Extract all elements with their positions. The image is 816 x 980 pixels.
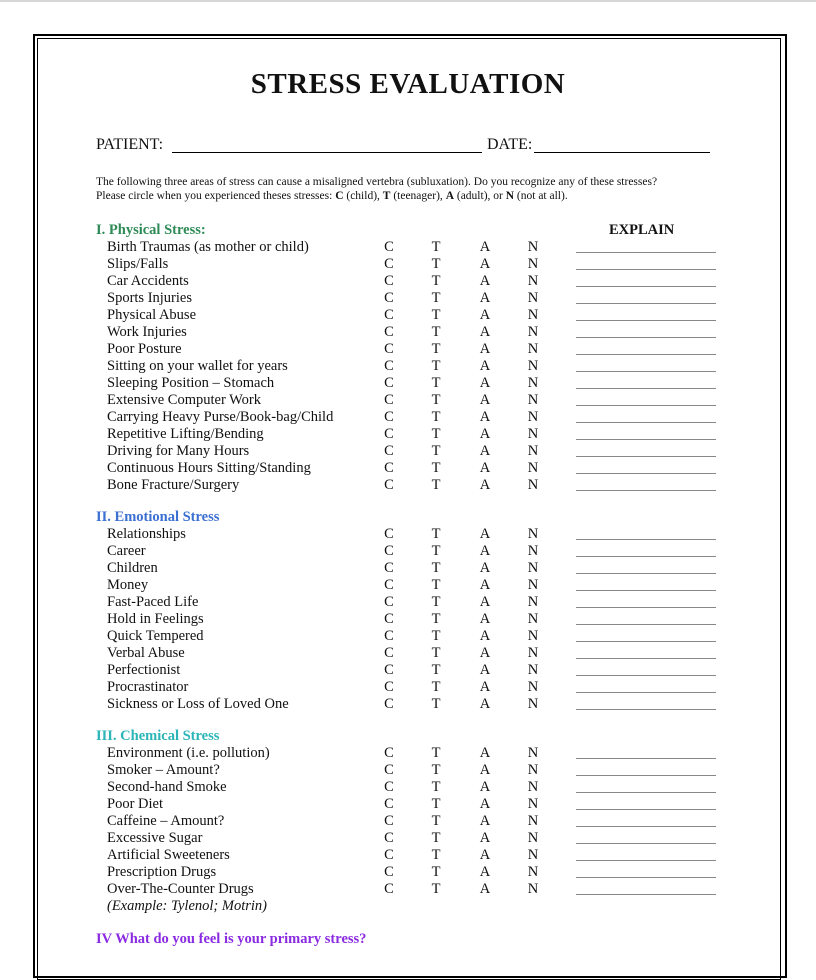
stress-row: [0, 256, 816, 273]
stress-row: [0, 543, 816, 560]
stress-item-label: Continuous Hours Sitting/Standing: [107, 460, 311, 476]
choice-c[interactable]: C: [384, 426, 394, 442]
explain-line[interactable]: [576, 860, 716, 861]
stress-item-label: Extensive Computer Work: [107, 392, 262, 408]
stress-item-label: Work Injuries: [107, 324, 187, 340]
choice-t[interactable]: T: [431, 881, 441, 897]
date-label: DATE:: [487, 136, 533, 153]
explain-line[interactable]: [576, 658, 716, 659]
stress-item-label: Poor Posture: [107, 341, 182, 357]
choice-n[interactable]: N: [527, 526, 539, 542]
choice-a[interactable]: A: [479, 358, 491, 374]
stress-item-label: Caffeine – Amount?: [107, 813, 225, 829]
stress-item-label: Physical Abuse: [107, 307, 197, 323]
choice-c[interactable]: C: [384, 847, 394, 863]
stress-row: [0, 526, 816, 543]
choice-n[interactable]: N: [527, 543, 539, 559]
choice-t[interactable]: T: [431, 796, 441, 812]
choice-a[interactable]: A: [479, 526, 491, 542]
choice-n[interactable]: N: [527, 645, 539, 661]
choice-c[interactable]: C: [384, 273, 394, 289]
primary-stress-question: IV What do you feel is your primary stress?: [96, 931, 367, 947]
choice-t[interactable]: T: [431, 526, 441, 542]
form-title: STRESS EVALUATION: [250, 68, 566, 100]
choice-c[interactable]: C: [384, 881, 394, 897]
section-heading-emotional: II. Emotional Stress: [96, 509, 220, 525]
stress-row: [0, 290, 816, 307]
choice-t[interactable]: T: [431, 864, 441, 880]
choice-c[interactable]: C: [384, 662, 394, 678]
choice-a[interactable]: A: [479, 779, 491, 795]
choice-n[interactable]: N: [527, 239, 539, 255]
stress-item-label: Quick Tempered: [107, 628, 204, 644]
stress-row: [0, 696, 816, 713]
choice-n[interactable]: N: [527, 628, 539, 644]
choice-c[interactable]: C: [384, 526, 394, 542]
choice-t[interactable]: T: [431, 779, 441, 795]
stress-item-label: Sports Injuries: [107, 290, 192, 306]
explain-line[interactable]: [576, 473, 716, 474]
choice-c[interactable]: C: [384, 779, 394, 795]
explain-line[interactable]: [576, 252, 716, 253]
stress-row: [0, 477, 816, 494]
choice-c[interactable]: C: [384, 543, 394, 559]
choice-a[interactable]: A: [479, 307, 491, 323]
stress-item-label: Perfectionist: [107, 662, 181, 678]
stress-item-label: Money: [107, 577, 149, 593]
choice-n[interactable]: N: [527, 881, 539, 897]
choice-t[interactable]: T: [431, 358, 441, 374]
stress-row: [0, 358, 816, 375]
explain-line[interactable]: [576, 590, 716, 591]
explain-line[interactable]: [576, 692, 716, 693]
explain-line[interactable]: [576, 775, 716, 776]
choice-n[interactable]: N: [527, 796, 539, 812]
choice-a[interactable]: A: [479, 324, 491, 340]
top-divider: [0, 0, 816, 2]
choice-c[interactable]: C: [384, 477, 394, 493]
explain-line[interactable]: [576, 388, 716, 389]
choice-a[interactable]: A: [479, 662, 491, 678]
choice-t[interactable]: T: [431, 762, 441, 778]
choice-n[interactable]: N: [527, 426, 539, 442]
choice-n[interactable]: N: [527, 594, 539, 610]
choice-t[interactable]: T: [431, 273, 441, 289]
choice-a[interactable]: A: [479, 796, 491, 812]
choice-a[interactable]: A: [479, 679, 491, 695]
choice-t[interactable]: T: [431, 830, 441, 846]
choice-c[interactable]: C: [384, 307, 394, 323]
stress-row: [0, 645, 816, 662]
choice-t[interactable]: T: [431, 256, 441, 272]
choice-t[interactable]: T: [431, 460, 441, 476]
explain-line[interactable]: [576, 439, 716, 440]
explain-line[interactable]: [576, 573, 716, 574]
explain-line[interactable]: [576, 354, 716, 355]
instructions-line-1: The following three areas of stress can cause a misaligned vertebra (subluxation). Do you recognize any of these stresses?: [96, 176, 658, 188]
stress-item-label: Artificial Sweeteners: [107, 847, 230, 863]
instructions: [96, 175, 736, 203]
choice-n[interactable]: N: [527, 358, 539, 374]
explain-line[interactable]: [576, 709, 716, 710]
choice-t[interactable]: T: [431, 611, 441, 627]
choice-a[interactable]: A: [479, 256, 491, 272]
choice-a[interactable]: A: [479, 560, 491, 576]
choice-a[interactable]: A: [479, 830, 491, 846]
choice-c[interactable]: C: [384, 813, 394, 829]
choice-c[interactable]: C: [384, 290, 394, 306]
explain-line[interactable]: [576, 809, 716, 810]
explain-line[interactable]: [576, 405, 716, 406]
choice-a[interactable]: A: [479, 762, 491, 778]
choice-n[interactable]: N: [527, 830, 539, 846]
choice-n[interactable]: N: [527, 745, 539, 761]
choice-c[interactable]: C: [384, 443, 394, 459]
explain-line[interactable]: [576, 303, 716, 304]
explain-line[interactable]: [576, 758, 716, 759]
explain-line[interactable]: [576, 624, 716, 625]
choice-t[interactable]: T: [431, 696, 441, 712]
explain-line[interactable]: [576, 490, 716, 491]
choice-a[interactable]: A: [479, 645, 491, 661]
stress-row: [0, 830, 816, 847]
choice-n[interactable]: N: [527, 762, 539, 778]
choice-c[interactable]: C: [384, 324, 394, 340]
choice-c[interactable]: C: [384, 830, 394, 846]
explain-line[interactable]: [576, 269, 716, 270]
choice-t[interactable]: T: [431, 847, 441, 863]
choice-t[interactable]: T: [431, 290, 441, 306]
choice-n[interactable]: N: [527, 375, 539, 391]
stress-row: [0, 560, 816, 577]
explain-column-header: EXPLAIN: [609, 222, 675, 238]
choice-t[interactable]: T: [431, 662, 441, 678]
stress-row: [0, 679, 816, 696]
choice-a[interactable]: A: [479, 409, 491, 425]
stress-item-label: Career: [107, 543, 146, 559]
choice-n[interactable]: N: [527, 864, 539, 880]
choice-a[interactable]: A: [479, 696, 491, 712]
choice-c[interactable]: C: [384, 745, 394, 761]
choice-n[interactable]: N: [527, 696, 539, 712]
choice-c[interactable]: C: [384, 762, 394, 778]
explain-line[interactable]: [576, 826, 716, 827]
choice-c[interactable]: C: [384, 239, 394, 255]
explain-line[interactable]: [576, 843, 716, 844]
stress-item-label: Repetitive Lifting/Bending: [107, 426, 264, 442]
stress-row: [0, 307, 816, 324]
choice-c[interactable]: C: [384, 679, 394, 695]
patient-input-line[interactable]: [172, 152, 482, 153]
choice-n[interactable]: N: [527, 779, 539, 795]
stress-row: [0, 779, 816, 796]
choice-n[interactable]: N: [527, 341, 539, 357]
choice-c[interactable]: C: [384, 375, 394, 391]
choice-t[interactable]: T: [431, 628, 441, 644]
stress-row: [0, 239, 816, 256]
choice-a[interactable]: A: [479, 847, 491, 863]
stress-item-label: Poor Diet: [107, 796, 163, 812]
stress-item-label: Procrastinator: [107, 679, 189, 695]
choice-t[interactable]: T: [431, 679, 441, 695]
choice-a[interactable]: A: [479, 460, 491, 476]
explain-line[interactable]: [576, 792, 716, 793]
choice-a[interactable]: A: [479, 273, 491, 289]
stress-row: [0, 443, 816, 460]
choice-c[interactable]: C: [384, 796, 394, 812]
choice-t[interactable]: T: [431, 594, 441, 610]
explain-line[interactable]: [576, 539, 716, 540]
stress-item-label: Car Accidents: [107, 273, 189, 289]
choice-n[interactable]: N: [527, 813, 539, 829]
example-note: (Example: Tylenol; Motrin): [107, 898, 267, 914]
choice-t[interactable]: T: [431, 813, 441, 829]
choice-c[interactable]: C: [384, 577, 394, 593]
stress-row: [0, 426, 816, 443]
choice-n[interactable]: N: [527, 577, 539, 593]
stress-row: [0, 864, 816, 881]
explain-line[interactable]: [576, 422, 716, 423]
stress-item-label: Birth Traumas (as mother or child): [107, 239, 309, 255]
stress-row: [0, 628, 816, 645]
choice-c[interactable]: C: [384, 628, 394, 644]
stress-row: [0, 341, 816, 358]
explain-line[interactable]: [576, 320, 716, 321]
instructions-line-2: Please circle when you experienced theses stresses: C (child), T (teenager), A (adult), or N (not at all).: [96, 190, 568, 202]
choice-c[interactable]: C: [384, 341, 394, 357]
choice-t[interactable]: T: [431, 239, 441, 255]
choice-a[interactable]: A: [479, 594, 491, 610]
choice-t[interactable]: T: [431, 560, 441, 576]
choice-a[interactable]: A: [479, 341, 491, 357]
choice-n[interactable]: N: [527, 290, 539, 306]
stress-item-label: Verbal Abuse: [107, 645, 185, 661]
stress-item-label: Second-hand Smoke: [107, 779, 227, 795]
choice-a[interactable]: A: [479, 577, 491, 593]
choice-n[interactable]: N: [527, 307, 539, 323]
stress-item-label: Over-The-Counter Drugs: [107, 881, 254, 897]
choice-t[interactable]: T: [431, 543, 441, 559]
stress-row: [0, 745, 816, 762]
stress-item-label: Bone Fracture/Surgery: [107, 477, 240, 493]
stress-row: [0, 460, 816, 477]
patient-label: PATIENT:: [96, 136, 164, 153]
date-input-line[interactable]: [534, 152, 710, 153]
choice-c[interactable]: C: [384, 460, 394, 476]
choice-a[interactable]: A: [479, 881, 491, 897]
choice-t[interactable]: T: [431, 426, 441, 442]
choice-a[interactable]: A: [479, 611, 491, 627]
choice-n[interactable]: N: [527, 847, 539, 863]
choice-t[interactable]: T: [431, 443, 441, 459]
stress-item-label: Environment (i.e. pollution): [107, 745, 270, 761]
choice-t[interactable]: T: [431, 392, 441, 408]
choice-t[interactable]: T: [431, 375, 441, 391]
stress-item-label: Slips/Falls: [107, 256, 169, 272]
section-heading-physical: I. Physical Stress:: [96, 222, 206, 238]
explain-line[interactable]: [576, 607, 716, 608]
choice-a[interactable]: A: [479, 477, 491, 493]
choice-n[interactable]: N: [527, 392, 539, 408]
explain-line[interactable]: [576, 337, 716, 338]
stress-row: [0, 273, 816, 290]
stress-item-label: Sleeping Position – Stomach: [107, 375, 275, 391]
choice-c[interactable]: C: [384, 560, 394, 576]
choice-n[interactable]: N: [527, 611, 539, 627]
stress-row: [0, 392, 816, 409]
stress-item-label: Hold in Feelings: [107, 611, 204, 627]
choice-c[interactable]: C: [384, 392, 394, 408]
stress-item-label: Sickness or Loss of Loved One: [107, 696, 289, 712]
choice-a[interactable]: A: [479, 239, 491, 255]
choice-n[interactable]: N: [527, 409, 539, 425]
stress-item-label: Fast-Paced Life: [107, 594, 199, 610]
choice-a[interactable]: A: [479, 864, 491, 880]
choice-a[interactable]: A: [479, 443, 491, 459]
choice-n[interactable]: N: [527, 679, 539, 695]
choice-t[interactable]: T: [431, 645, 441, 661]
choice-c[interactable]: C: [384, 645, 394, 661]
stress-row: [0, 762, 816, 779]
stress-row: [0, 324, 816, 341]
choice-c[interactable]: C: [384, 611, 394, 627]
stress-row: [0, 611, 816, 628]
choice-n[interactable]: N: [527, 443, 539, 459]
stress-item-label: Excessive Sugar: [107, 830, 203, 846]
stress-row: [0, 594, 816, 611]
stress-item-label: Sitting on your wallet for years: [107, 358, 288, 374]
stress-row: [0, 813, 816, 830]
stress-row: [0, 577, 816, 594]
choice-t[interactable]: T: [431, 307, 441, 323]
explain-line[interactable]: [576, 286, 716, 287]
choice-c[interactable]: C: [384, 594, 394, 610]
choice-a[interactable]: A: [479, 392, 491, 408]
choice-a[interactable]: A: [479, 375, 491, 391]
stress-row: [0, 662, 816, 679]
choice-c[interactable]: C: [384, 256, 394, 272]
choice-a[interactable]: A: [479, 813, 491, 829]
stress-row: [0, 796, 816, 813]
choice-a[interactable]: A: [479, 426, 491, 442]
choice-a[interactable]: A: [479, 628, 491, 644]
section-heading-chemical: III. Chemical Stress: [96, 728, 220, 744]
stress-item-label: Prescription Drugs: [107, 864, 217, 880]
explain-line[interactable]: [576, 371, 716, 372]
explain-line[interactable]: [576, 641, 716, 642]
choice-n[interactable]: N: [527, 324, 539, 340]
choice-n[interactable]: N: [527, 560, 539, 576]
stress-item-label: Driving for Many Hours: [107, 443, 250, 459]
stress-row: [0, 881, 816, 898]
choice-a[interactable]: A: [479, 745, 491, 761]
stress-item-label: Carrying Heavy Purse/Book-bag/Child: [107, 409, 334, 425]
explain-line[interactable]: [576, 877, 716, 878]
stress-row: [0, 409, 816, 426]
choice-t[interactable]: T: [431, 341, 441, 357]
stress-item-label: Relationships: [107, 526, 186, 542]
choice-c[interactable]: C: [384, 864, 394, 880]
choice-c[interactable]: C: [384, 358, 394, 374]
choice-n[interactable]: N: [527, 477, 539, 493]
choice-n[interactable]: N: [527, 273, 539, 289]
choice-t[interactable]: T: [431, 409, 441, 425]
stress-item-label: Children: [107, 560, 158, 576]
stress-row: [0, 847, 816, 864]
explain-line[interactable]: [576, 675, 716, 676]
stress-item-label: Smoker – Amount?: [107, 762, 220, 778]
stress-row: [0, 375, 816, 392]
choice-c[interactable]: C: [384, 409, 394, 425]
choice-a[interactable]: A: [479, 543, 491, 559]
choice-t[interactable]: T: [431, 477, 441, 493]
explain-line[interactable]: [576, 894, 716, 895]
explain-line[interactable]: [576, 556, 716, 557]
explain-line[interactable]: [576, 456, 716, 457]
choice-a[interactable]: A: [479, 290, 491, 306]
choice-n[interactable]: N: [527, 256, 539, 272]
choice-n[interactable]: N: [527, 662, 539, 678]
choice-t[interactable]: T: [431, 324, 441, 340]
choice-t[interactable]: T: [431, 577, 441, 593]
choice-t[interactable]: T: [431, 745, 441, 761]
choice-n[interactable]: N: [527, 460, 539, 476]
choice-c[interactable]: C: [384, 696, 394, 712]
